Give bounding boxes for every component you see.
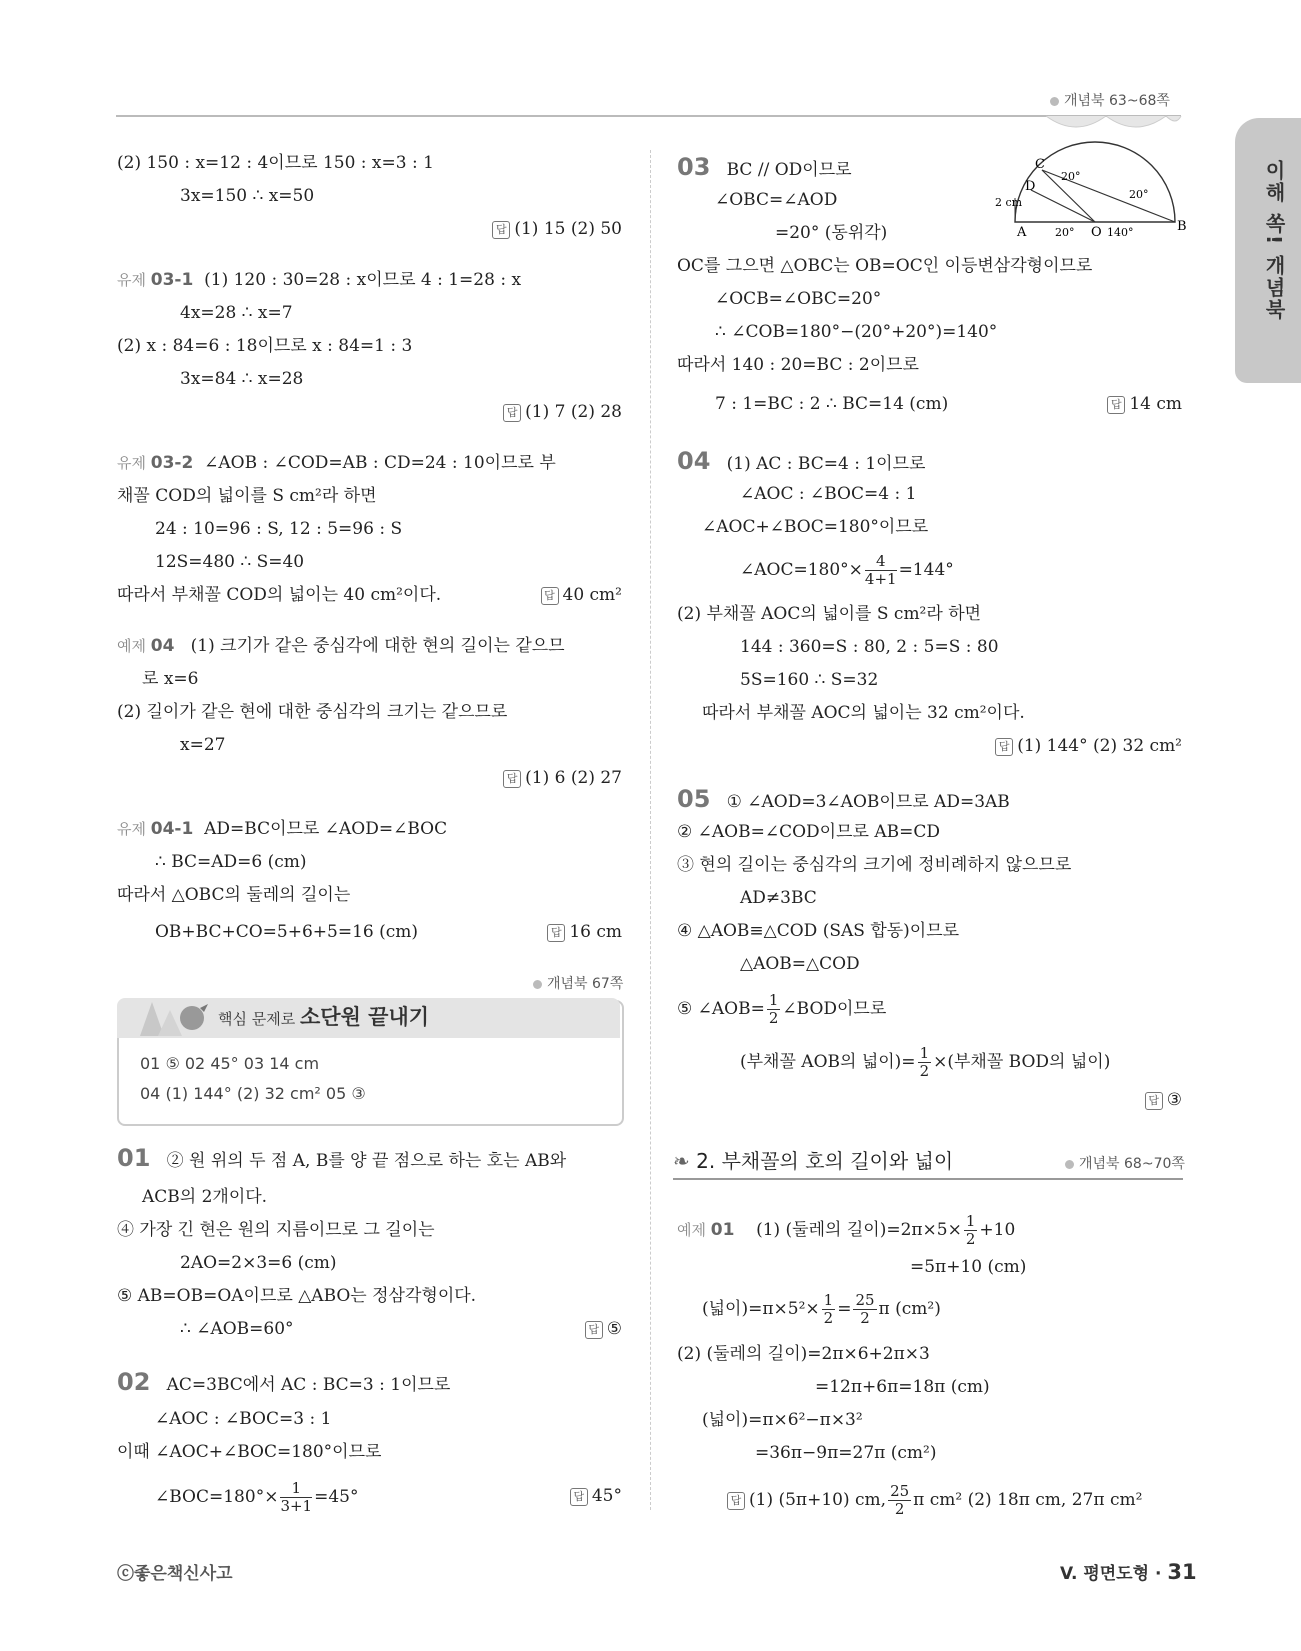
q03-line6: ∴ ∠COB=180°−(20°+20°)=140° [715,322,998,342]
q04-line2: ∠AOC : ∠BOC=4 : 1 [740,484,917,504]
q03-line3: =20° (동위각) [775,223,888,243]
ex01-answer: 답 (1) (5π+10) cm, $\frac{25}{2}$ π cm² (2) 18π cm, 27π cm² [727,1483,1142,1518]
header-ref: 개념북 63~68쪽 [1050,90,1170,110]
q04-line5: (2) 부채꼴 AOC의 넓이를 S cm²라 하면 [677,604,982,624]
q05-line3: ③ 현의 길이는 중심각의 크기에 정비례하지 않으므로 [677,855,1072,875]
q05-line1: 05 ① ∠AOD=3∠AOB이므로 AD=3AB [677,785,1010,813]
fig-angle-1: 20° [1061,170,1081,183]
fig-angle-2: 20° [1129,188,1149,201]
q05-answer: 답 ③ [1120,1088,1182,1112]
b1-line2: 3x=150 ∴ x=50 [180,186,315,206]
q04-line8: 따라서 부채꼴 AOC의 넓이는 32 cm²이다. [702,703,1025,723]
q01-line1: 01 ② 원 위의 두 점 A, B를 양 끝 점으로 하는 호는 AB와 [117,1144,567,1172]
fig-length: 2 cm [995,196,1023,209]
fig-label-d: D [1025,179,1036,194]
q03-line7: 따라서 140 : 20=BC : 2이므로 [677,355,919,375]
u041-line4: OB+BC+CO=5+6+5=16 (cm) [155,922,419,942]
section-title: ❧ 2. 부채꼴의 호의 길이와 넓이 [673,1149,954,1173]
fig-label-c: C [1035,157,1045,172]
q02-line2: ∠AOC : ∠BOC=3 : 1 [155,1409,332,1429]
header-rule [116,110,1186,132]
q05-line6: △AOB=△COD [740,954,860,974]
fig-angle-4: 140° [1107,226,1134,239]
q01-line3: ④ 가장 긴 현은 원의 지름이므로 그 길이는 [117,1220,435,1240]
fig-label-b: B [1177,219,1187,234]
b1-line1: (2) 150 : x=12 : 4이므로 150 : x=3 : 1 [117,153,434,173]
summary-ref: 개념북 67쪽 [533,973,623,993]
q03-answer: 답 14 cm [1060,392,1182,416]
q03-line4: OC를 그으면 △OBC는 OB=OC인 이등변삼각형이므로 [677,256,1093,276]
q04-line1: 04 (1) AC : BC=4 : 1이므로 [677,447,926,475]
u031-answer: 답 (1) 7 (2) 28 [470,400,622,424]
ex04-line1: 예제 04 (1) 크기가 같은 중심각에 대한 현의 길이는 같으므 [117,636,565,656]
q02-answer: 답 45° [520,1484,622,1508]
side-tab-label: 이해 쏙! 개념북 [1262,160,1286,322]
tree-icon [130,990,210,1038]
ex01-line4: (2) (둘레의 길이)=2π×6+2π×3 [677,1344,930,1364]
q05-line7: ⑤ ∠AOB= $\frac{1}{2}$ ∠BOD이므로 [677,991,887,1027]
footer-chapter: V. 평면도형 · 31 [1060,1560,1197,1584]
u041-line2: ∴ BC=AD=6 (cm) [155,852,307,872]
section-ref: 개념북 68~70쪽 [1065,1153,1185,1173]
u032-line1: 유제 03-2 ∠AOB : ∠COD=AB : CD=24 : 10이므로 부 [117,453,556,473]
footer-publisher: ⓒ좋은책신사고 [117,1564,233,1584]
column-divider [650,150,651,1510]
u032-line5: 따라서 부채꼴 COD의 넓이는 40 cm²이다. [117,585,442,605]
q05-line8: (부채꼴 AOB의 넓이)= $\frac{1}{2}$ ×(부채꼴 BOD의 넓이) [740,1044,1111,1080]
ex01-line1: 예제 01 (1) (둘레의 길이)=2π×5× $\frac{1}{2}$ +10 [677,1212,1016,1248]
section-rule [673,1178,1183,1180]
u032-line3: 24 : 10=96 : S, 12 : 5=96 : S [155,519,403,539]
sector-figure [995,157,1187,240]
ex01-line6: (넓이)=π×6²−π×3² [702,1410,863,1430]
fig-label-o: O [1091,225,1102,240]
q02-line3: 이때 ∠AOC+∠BOC=180°이므로 [117,1442,382,1462]
q01-line4: 2AO=2×3=6 (cm) [180,1253,337,1273]
q03-line5: ∠OCB=∠OBC=20° [715,289,882,309]
ex01-line7: =36π−9π=27π (cm²) [755,1443,937,1463]
q02-line1: 02 AC=3BC에서 AC : BC=3 : 1이므로 [117,1368,451,1396]
q01-answer: 답 ⑤ [540,1317,622,1341]
u041-line1: 유제 04-1 AD=BC이므로 ∠AOD=∠BOC [117,819,448,839]
u031-line1: 유제 03-1 (1) 120 : 30=28 : x이므로 4 : 1=28 : x [117,270,522,290]
u041-line3: 따라서 △OBC의 둘레의 길이는 [117,885,351,905]
q04-line4: ∠AOC=180°× $\frac{4}{4+1}$ =144° [740,552,954,588]
ex04-line3: (2) 길이가 같은 현에 대한 중심각의 크기는 같으므로 [117,702,508,722]
summary-row1: 01 ⑤ 02 45° 03 14 cm [140,1054,320,1073]
u032-answer: 답 40 cm² [500,583,622,607]
q01-line5: ⑤ AB=OB=OA이므로 △ABO는 정삼각형이다. [117,1286,477,1306]
q01-line2: ACB의 2개이다. [142,1187,268,1207]
b1-answer: 답 (1) 15 (2) 50 [470,217,622,241]
q05-line4: AD≠3BC [740,888,817,908]
leaf-icon: ❧ [673,1149,690,1173]
q04-line3: ∠AOC+∠BOC=180°이므로 [702,517,929,537]
u032-line2: 채꼴 COD의 넓이를 S cm²라 하면 [117,486,377,506]
q04-line7: 5S=160 ∴ S=32 [740,670,879,690]
fig-label-a: A [1017,225,1027,240]
q05-line5: ④ △AOB≡△COD (SAS 합동)이므로 [677,921,960,941]
u032-line4: 12S=480 ∴ S=40 [155,552,305,572]
q03-line8: 7 : 1=BC : 2 ∴ BC=14 (cm) [715,394,949,414]
fig-angle-3: 20° [1055,226,1075,239]
u031-line3: (2) x : 84=6 : 18이므로 x : 84=1 : 3 [117,336,413,356]
summary-title: 핵심 문제로 소단원 끝내기 [218,1005,430,1029]
summary-row2: 04 (1) 144° (2) 32 cm² 05 ③ [140,1084,366,1103]
ex01-line5: =12π+6π=18π (cm) [815,1377,990,1397]
q05-line2: ② ∠AOB=∠COD이므로 AB=CD [677,822,940,842]
page-number: 31 [1167,1560,1197,1584]
ex01-line3: (넓이)=π×5²× $\frac{1}{2}$ = $\frac{25}{2}$ π (cm²) [702,1291,941,1327]
ex04-line4: x=27 [180,735,226,755]
ex04-answer: 답 (1) 6 (2) 27 [470,766,622,790]
q03-line2: ∠OBC=∠AOD [715,190,838,210]
u031-line4: 3x=84 ∴ x=28 [180,369,304,389]
ex01-line2: =5π+10 (cm) [910,1257,1027,1277]
q01-line6: ∴ ∠AOB=60° [180,1319,294,1339]
u031-line2: 4x=28 ∴ x=7 [180,303,293,323]
ex04-line2: 로 x=6 [142,669,199,689]
q04-answer: 답 (1) 144° (2) 32 cm² [990,734,1182,758]
u041-answer: 답 16 cm [500,920,622,944]
q02-line4: ∠BOC=180°× $\frac{1}{3+1}$ =45° [155,1479,359,1515]
q03-line1: 03 BC // OD이므로 [677,153,852,181]
q04-line6: 144 : 360=S : 80, 2 : 5=S : 80 [740,637,999,657]
